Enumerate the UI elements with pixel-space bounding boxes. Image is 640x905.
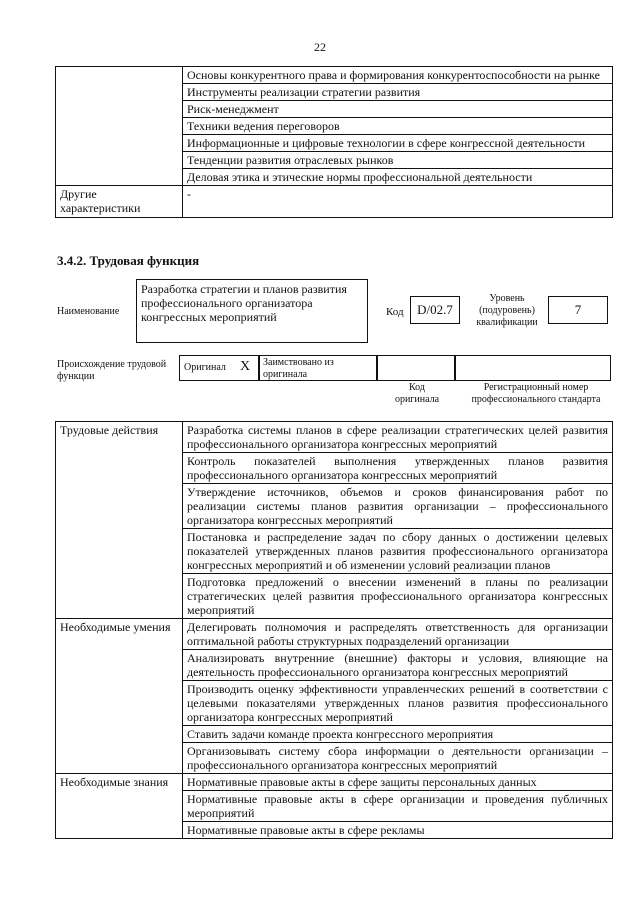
original-mark: X (240, 359, 251, 374)
list-item: Утверждение источников, объемов и сроков финансирования работ по реализации системы планов развития организации – профессионального организатора конгрессных мероприятий (183, 484, 613, 529)
level-value: 7 (548, 296, 608, 324)
list-item: Тенденции развития отраслевых рынков (183, 152, 613, 169)
list-item: Деловая этика и этические нормы профессиональной деятельности (183, 169, 613, 186)
list-item: Риск-менеджмент (183, 101, 613, 118)
labor-actions-label: Трудовые действия (56, 422, 183, 619)
level-label: Уровень (подуровень) квалификации (476, 293, 538, 328)
knowledge-continuation-table (55, 66, 613, 218)
code-label: Код (386, 306, 404, 318)
list-item: Техники ведения переговоров (183, 118, 613, 135)
list-item: Ставить задачи команде проекта конгрессного мероприятия (183, 726, 613, 743)
section-title: 3.4.2. Трудовая функция (57, 253, 200, 268)
list-item: Анализировать внутренние (внешние) факторы и условия, влияющие на деятельность профессионального организатора конгрессных мероприятий (183, 650, 613, 681)
list-item: Делегировать полномочия и распределять ответственность для организации оптимальной работы структурных подразделений организации (183, 619, 613, 650)
registration-number-caption: Регистрационный номер профессионального стандарта (471, 382, 601, 405)
registration-number-cell (455, 355, 611, 381)
origin-label: Происхождение трудовой функции (57, 359, 167, 382)
required-knowledge-label: Необходимые знания (56, 774, 183, 839)
code-value: D/02.7 (410, 296, 460, 324)
list-item: Нормативные правовые акты в сфере защиты персональных данных (183, 774, 613, 791)
required-skills-label: Необходимые умения (56, 619, 183, 774)
original-code-caption: Код оригинала (394, 382, 440, 405)
function-name-value: Разработка стратегии и планов развития профессионального организатора конгрессных мероприятий (136, 279, 368, 343)
list-item: Производить оценку эффективности управленческих решений в соответствии с целевыми показателями утвержденных планов развития профессионального организатора конгрессных мероприятий (183, 681, 613, 726)
list-item: Контроль показателей выполнения утвержденных планов развития профессионального организатора конгрессных мероприятий (183, 453, 613, 484)
list-item: Инструменты реализации стратегии развития (183, 84, 613, 101)
original-label: Оригинал (184, 362, 226, 373)
page-number: 22 (314, 40, 326, 54)
list-item: Организовывать систему сбора информации о деятельности организации – профессионального организатора конгрессных мероприятий (183, 743, 613, 774)
borrowed-label: Заимствовано из оригинала (263, 357, 334, 380)
original-code-cell (377, 355, 455, 381)
list-item: Разработка системы планов в сфере реализации стратегических целей развития профессионального организатора конгрессных мероприятий (183, 422, 613, 453)
list-item: Подготовка предложений о внесении изменений в планы по реализации стратегических целей развития профессионального организатора конгрессных мероприятий (183, 574, 613, 619)
labor-function-table (55, 421, 613, 839)
list-item: Информационные и цифровые технологии в сфере конгрессной деятельности (183, 135, 613, 152)
other-characteristics-value: - (183, 186, 613, 218)
list-item: Нормативные правовые акты в сфере рекламы (183, 822, 613, 839)
list-item: Основы конкурентного права и формирования конкурентоспособности на рынке (183, 67, 613, 84)
list-item: Постановка и распределение задач по сбору данных о достижении целевых показателей утвержденных планов развития профессионального организатора конгрессных мероприятий и об изменении условий реализации планов (183, 529, 613, 574)
other-characteristics-label: Другие характеристики (56, 186, 183, 218)
table-cell-empty (56, 67, 183, 186)
list-item: Нормативные правовые акты в сфере организации и проведения публичных мероприятий (183, 791, 613, 822)
name-label: Наименование (57, 306, 120, 317)
